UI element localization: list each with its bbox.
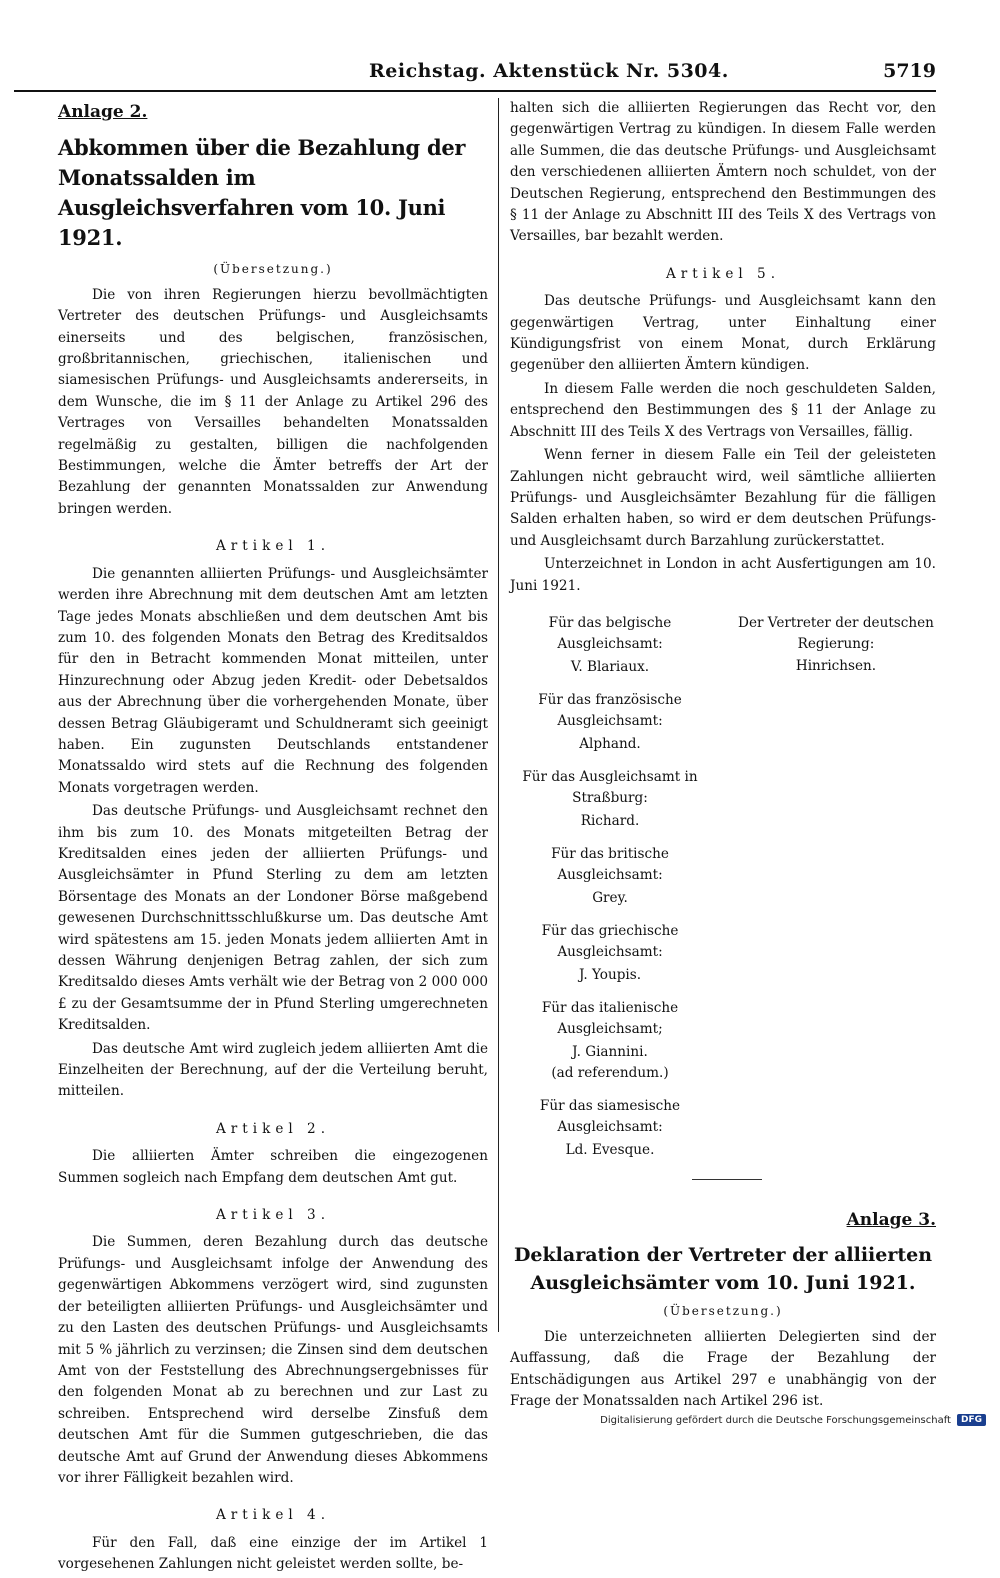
anlage-3-heading: Anlage 3. — [846, 1209, 936, 1230]
column-divider — [498, 98, 499, 1332]
digitization-credit — [600, 1414, 986, 1426]
signatory-office: Für das Ausgleichsamt in Straßburg: — [522, 768, 698, 806]
article-3-heading: Artikel 3. — [215, 1207, 331, 1224]
signatory-name: J. Youpis. — [578, 966, 642, 983]
right-column — [510, 98, 936, 1414]
article-4-paragraph: Für den Fall, daß eine einzige der im Artikel 1 vorgesehenen Zahlungen nicht geleistet werden sollte, be- — [58, 1534, 488, 1573]
signatory-name: V. Blariaux. — [570, 658, 650, 675]
agreement-title: Abkommen über die Bezahlung der Monatssalden im Ausgleichsverfahren vom 10. Juni 1921. — [58, 135, 466, 251]
section-rule — [692, 1179, 762, 1180]
declaration-text: Die unterzeichneten alliierten Delegierten sind der Auffassung, daß die Frage der Bezahlung der Entschädigungen aus Artikel 297 e unabhängig von der Frage der Monatssalden nach Artikel 296 ist. — [510, 1328, 936, 1409]
signatory — [510, 1096, 710, 1161]
running-title: Reichstag. Aktenstück Nr. 5304. — [369, 60, 729, 82]
page-number: 5719 — [883, 60, 936, 82]
signatory-office: Für das französische Ausgleichsamt: — [538, 691, 682, 729]
article-1-paragraph-3: Das deutsche Amt wird zugleich jedem alliierten Amt die Einzelheiten der Berechnung, auf der die Verteilung beruht, mitteilen. — [58, 1040, 488, 1100]
german-rep-office: Der Vertreter der deutschen Regierung: — [738, 614, 934, 653]
preamble: Die von ihren Regierungen hierzu bevollmächtigten Vertreter des deutschen Prüfungs- und Ausgleichsamts einerseits und des belgischen, französischen, großbritannischen, griechischen, italienischen und siamesischen Prüfungs- und Ausgleichsamts andererseits, in dem Wunsche, die im § 11 der Anlage zu Artikel 296 des Vertrages von Versailles behandelten Monatssalden regelmäßig zu gestalten, billigen die nachfolgenden Bestimmungen, welche die Ämter betreffs der Art der Bezahlung der genannten Monatssalden zur Anwendung bringen werden. — [58, 286, 488, 517]
dfg-logo-icon: DFG — [957, 1414, 986, 1426]
signatory-name: Alphand. — [579, 735, 641, 752]
article-5-paragraph-3: Wenn ferner in diesem Falle ein Teil der geleisteten Zahlungen nicht gebraucht wird, weil sämtliche alliierten Prüfungs- und Ausgleichsämter Bezahlung für die fälligen Salden erhalten haben, so wird er dem deutschen Prüfungs- und Ausgleichsamt durch Barzahlung zurückerstattet. — [510, 447, 936, 549]
anlage-2-heading: Anlage 2. — [58, 102, 148, 122]
signatory-name: Grey. — [592, 889, 628, 906]
page-header — [14, 56, 936, 92]
credit-text: Digitalisierung gefördert durch die Deutsche Forschungsgemeinschaft — [600, 1414, 951, 1426]
translation-note-2: (Übersetzung.) — [663, 1304, 783, 1319]
article-4-continuation: halten sich die alliierten Regierungen das Recht vor, den gegenwärtigen Vertrag zu kündigen. In diesem Falle werden alle Summen, die das deutsche Prüfungs- und Ausgleichsamt den verschiedenen alliierten Ämtern noch schuldet, von der Deutschen Regierung, entsprechend den Bestimmungen des § 11 der Anlage zu Abschnitt III des Teils X des Vertrags von Versailles, bar bezahlt werden. — [510, 100, 936, 245]
article-4-heading: Artikel 4. — [215, 1507, 331, 1524]
signatory — [510, 921, 710, 986]
signatory-note: (ad referendum.) — [551, 1064, 669, 1081]
article-5-paragraph-1: Das deutsche Prüfungs- und Ausgleichsamt kann den gegenwärtigen Vertrag, unter Einhaltung einer Kündigungsfrist von einem Monat, durch Erklärung gegenüber den alliierten Ämtern kündigen. — [510, 293, 936, 374]
article-5-heading: Artikel 5. — [665, 265, 781, 282]
signatory-office: Für das britische Ausgleichsamt: — [551, 845, 669, 883]
article-1-paragraph-2: Das deutsche Prüfungs- und Ausgleichsamt rechnet den ihm bis zum 10. des Monats mitgeteilten Betrag der Kreditsalden eines jeden der alliierten Prüfungs- und Ausgleichsämter in Pfund Sterling zu dem am letzten Börsentage des Monats an der Londoner Börse maßgebend gewesenen Durchschnittsschlußkurse um. Das deutsche Amt wird spätestens am 15. jeden Monats jedem alliierten Amt in dessen Währung denjenigen Betrag zahlen, der sich zum Kreditsaldo dieses Amts verhält wie der Betrag von 2 000 000 £ zu der Gesamtsumme der in Pfund Sterling umgerechneten Kreditsalden. — [58, 803, 488, 1034]
article-2-paragraph: Die alliierten Ämter schreiben die eingezogenen Summen sogleich nach Empfang dem deutschen Amt gut. — [58, 1148, 488, 1186]
allied-signatories — [510, 613, 710, 1173]
signing-statement: Unterzeichnet in London in acht Ausfertigungen am 10. Juni 1921. — [510, 556, 936, 594]
article-1-heading: Artikel 1. — [215, 538, 331, 555]
signatory-office: Für das griechische Ausgleichsamt: — [541, 922, 679, 960]
article-1-paragraph-1: Die genannten alliierten Prüfungs- und Ausgleichsämter werden ihre Abrechnung mit dem deutschen Amt am letzten Tage jedes Monats abschließen und dem deutschen Amt bis zum 10. des folgenden Monats den Betrag des Kreditsaldos für den in Betracht kommenden Monat mitteilen, unter Hinzurechnung oder Abzug jeden Kredit- oder Debetsaldos aus der Abrechnung über die vorhergehenden Monate, über dessen Betrag Gläubigeramt und Schuldneramt sich geeinigt haben. Ein zugunsten Deutschlands entstandener Monatssaldo wird stets auf die Rechnung des folgenden Monats vorgetragen werden. — [58, 565, 488, 796]
article-5-paragraph-2: In diesem Falle werden die noch geschuldeten Salden, entsprechend den Bestimmungen des § 11 der Anlage zu Abschnitt III des Teils X des Vertrags von Versailles, fällig. — [510, 380, 936, 440]
signatory — [510, 998, 710, 1084]
signatures — [510, 613, 936, 1173]
declaration-title: Deklaration der Vertreter der alliierten Ausgleichsämter vom 10. Juni 1921. — [513, 1244, 933, 1295]
signatory-name: J. Giannini. — [572, 1043, 648, 1060]
article-2-heading: Artikel 2. — [215, 1120, 331, 1137]
signatory — [510, 767, 710, 832]
signatory — [510, 844, 710, 909]
signatory-office: Für das italienische Ausgleichsamt; — [541, 999, 679, 1037]
signatory-office: Für das siamesische Ausgleichsamt: — [539, 1097, 681, 1135]
translation-note: (Übersetzung.) — [213, 262, 333, 277]
signatory — [510, 613, 710, 678]
signatory — [510, 690, 710, 755]
german-rep-name: Hinrichsen. — [795, 657, 877, 674]
article-3-paragraph: Die Summen, deren Bezahlung durch das deutsche Prüfungs- und Ausgleichsamt infolge der Anwendung des gegenwärtigen Abkommens verzögert wird, sind zugunsten der beteiligten alliierten Prüfungs- und Ausgleichsämter und zu den Lasten des deutschen Prüfungs- und Ausgleichsamts mit 5 % jährlich zu verzinsen; die Zinsen sind dem deutschen Amt von der Feststellung des Abrechnungsergebnisses für den folgenden Monat ab zu berechnen und zur Last zu schreiben. Entsprechend wird derselbe Zinsfuß dem deutschen Amt für die Summen gutgeschrieben, die das deutsche Amt auf Grund der Anwendung dieses Abkommens vor ihrer Fälligkeit bezahlen wird. — [58, 1234, 488, 1486]
signatory-office: Für das belgische Ausgleichsamt: — [548, 614, 672, 652]
signatory-name: Ld. Evesque. — [565, 1141, 655, 1158]
signatory-name: Richard. — [580, 812, 640, 829]
german-representative — [736, 613, 936, 1173]
left-column — [58, 98, 488, 1578]
